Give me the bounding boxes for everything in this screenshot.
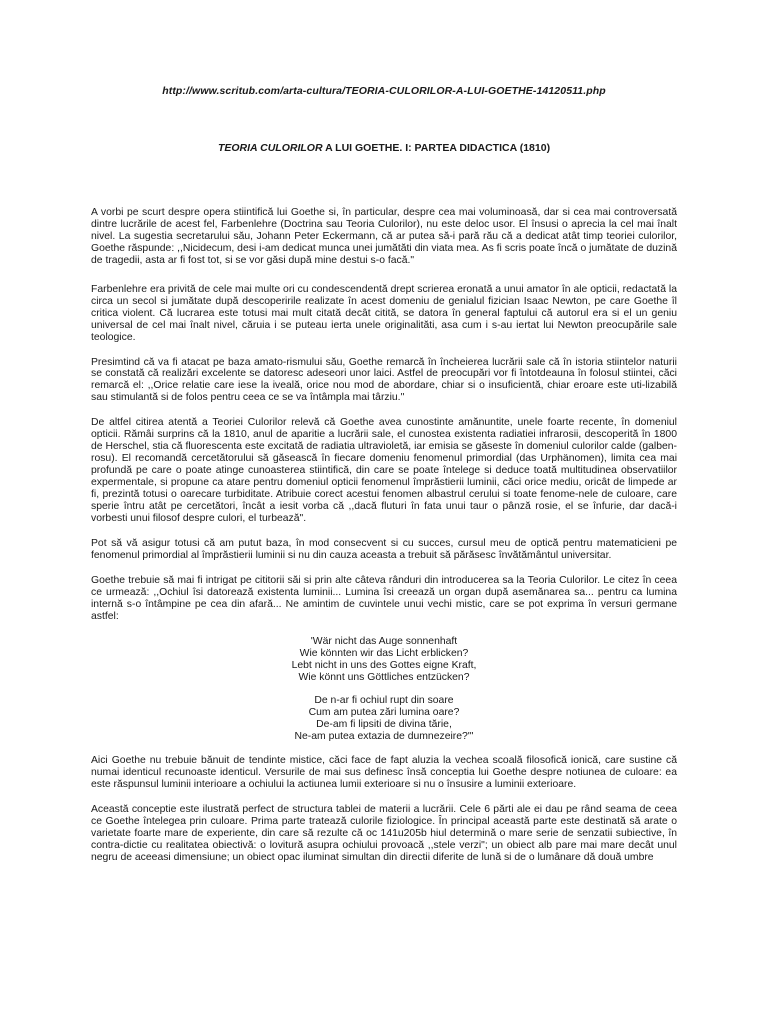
stanza-gap (91, 683, 677, 695)
poem-line-de: Lebt nicht in uns des Gottes eigne Kraft, (291, 659, 477, 671)
source-url[interactable]: http://www.scritub.com/arta-cultura/TEORIA-CULORILOR-A-LUI-GOETHE-14120511.php (162, 85, 606, 97)
title-rest: A LUI GOETHE. I: PARTEA DIDACTICA (1810) (322, 142, 551, 154)
poem-line-de: Wie könnten wir das Licht erblicken? (299, 647, 469, 659)
paragraph: Presimtind că va fi atacat pe baza amato-rismului său, Goethe remarcă în încheierea lucrării sale că în istoria stiintelor naturii se constată că realizări excelente se datoresc adeseori unor laici. Astfel de preocupări vor fi întotdeauna în folosul stiintei, căci remarcă el: ,,Orice relatie care iese la iveală, orice nou mod de abordare, chiar si o insuficientă, chiar eroare este uti-lizabilă sau stimulantă si de folos pentru ceea ce se va întâmpla mai târziu." (91, 356, 677, 404)
paragraph: Această conceptie este ilustrată perfect de structura tablei de materii a lucrării. Cele 6 părti ale ei dau pe rând seama de ceea ce Goethe întelegea prin culoare. Prima parte tratează culorile fiziologice. În principal această parte este destinată să arate o varietate foarte mare de experiente, din care să rezulte că oc 141u205b hiul determină o mare serie de senzatii subiective, în contra-dictie cu realitatea obiectivă: o lovitură asupra ochiului provoacă ,,stele verzi"; un obiect alb pare mai mare decât unul negru de aceeasi dimensiune; un obiect opac iluminat simultan din directii diferite de lună si de o lumânare dă două umbre (91, 804, 677, 863)
paragraph: Pot să vă asigur totusi că am putut baza, în mod consecvent si cu succes, cursul meu de optică pentru matematicieni pe fenomenul primordial al împrăstierii luminii si nu din cauza aceasta a trebuit să părăsesc învătământul universitar. (91, 537, 677, 561)
poem-line-ro: De-am fi lipsiti de divina tărie, (316, 719, 452, 731)
paragraph: Farbenlehre era privită de cele mai multe ori cu condescendentă drept scrierea eronată a unui amator în ale opticii, redactată la circa un secol si jumătate după descoperirile realizate în acest domeniu de genialul fizician Isaac Newton, pe care Goethe îl critica violent. Că lucrarea este totusi mai mult citată decât citită, se datora în general faptului că autorul era si el un geniu universal de cel mai înalt nivel, căruia i se puteau ierta unele originalităti, asa cum i s-au iertat lui Newton preocupările sale teologice. (91, 283, 677, 343)
paragraph: A vorbi pe scurt despre opera stiintifică lui Goethe si, în particular, despre cea mai voluminoasă, dar si cea mai controversată dintre lucrările de acest fel, Farbenlehre (Doctrina sau Teoria Culorilor), nu este deloc usor. El însusi o aprecia la cel mai înalt nivel. La sugestia secretarului său, Johann Peter Eckermann, că ar putea să-i pară rău că a dedicat atât timp teoriei culorilor, Goethe răspunde: ,,Nicidecum, desi i-am dedicat munca unei jumătăti din viata mea. As fi scris poate încă o jumătate de duzină de tragedii, asta ar fi fost tot, si se vor găsi după mine destui s-o facă." (91, 207, 677, 266)
poem (91, 636, 677, 744)
poem-line-ro: De n-ar fi ochiul rupt din soare (314, 695, 454, 707)
document-body (91, 207, 677, 877)
paragraph: Goethe trebuie să mai fi intrigat pe cititorii săi si prin alte câteva rânduri din introducerea sa la Teoria Culorilor. Le citez în ceea ce urmează: ,,Ochiul îsi datorează existenta luminii... Lumina îsi creează un organ după asemănarea sa... pentru ca lumina internă s-o întâmpine pe cea din afară... Ne amintim de cuvintele unui vechi mistic, care se pot exprima în versuri germane astfel: (91, 574, 677, 622)
title-italic: TEORIA CULORILOR (217, 142, 323, 154)
paragraph: De altfel citirea atentă a Teoriei Culorilor relevă că Goethe avea cunostinte amănuntite, unele foarte recente, în domeniul opticii. Rămâi surprins că la 1810, anul de aparitie a lucrării sale, el cunostea existenta radiatiei infrarosii, descoperită în 1800 de Herschel, stia că fluorescenta este excitată de radiatia ultravioletă, iar emisia se găseste în domeniul culorilor calde (galben-rosu). El recomandă cercetătorului să găsească în fiecare domeniu fenomenul primordial (das Urphänomen), limita cea mai profundă pe care o poate atinge cunoasterea stiintifică, din care se poate întelege si deduce toată multitudinea observatiilor expermentale, si propune ca atare pentru domeniul opticii fenomenul împrăstierii luminii, căci orice mediu, oricât de limpede ar fi, prezintă totusi o oarecare turbiditate. Atribuie corect acestui fenomen albastrul cerului si toate fenome-nele de culoare, care sperie întru atât pe cercetători, încât a iesit vorba că ,,dacă fluturi în fata unui taur o pânză rosie, el se înfurie, dar dacă-i vorbesti unui filosof despre culori, el turbează". (91, 417, 677, 524)
paragraph: Aici Goethe nu trebuie bănuit de tendinte mistice, căci face de fapt aluzia la vechea scoală filosofică ionică, care sustine că numai identicul recunoaste identicul. Versurile de mai sus definesc însă conceptia lui Goethe despre notiunea de culoare: ea este răspunsul luminii interioare a ochiului la actiunea lumii exterioare si nu o însusire a luminii exterioare. (91, 755, 677, 791)
poem-line-de: Wie könnt uns Göttliches entzücken? (298, 671, 470, 683)
poem-line-de: 'Wär nicht das Auge sonnenhaft (310, 635, 458, 647)
document-title (91, 142, 677, 154)
poem-line-ro: Cum am putea zări lumina oare? (308, 707, 460, 719)
poem-line-ro: Ne-am putea extazia de dumnezeire?'" (294, 731, 474, 743)
